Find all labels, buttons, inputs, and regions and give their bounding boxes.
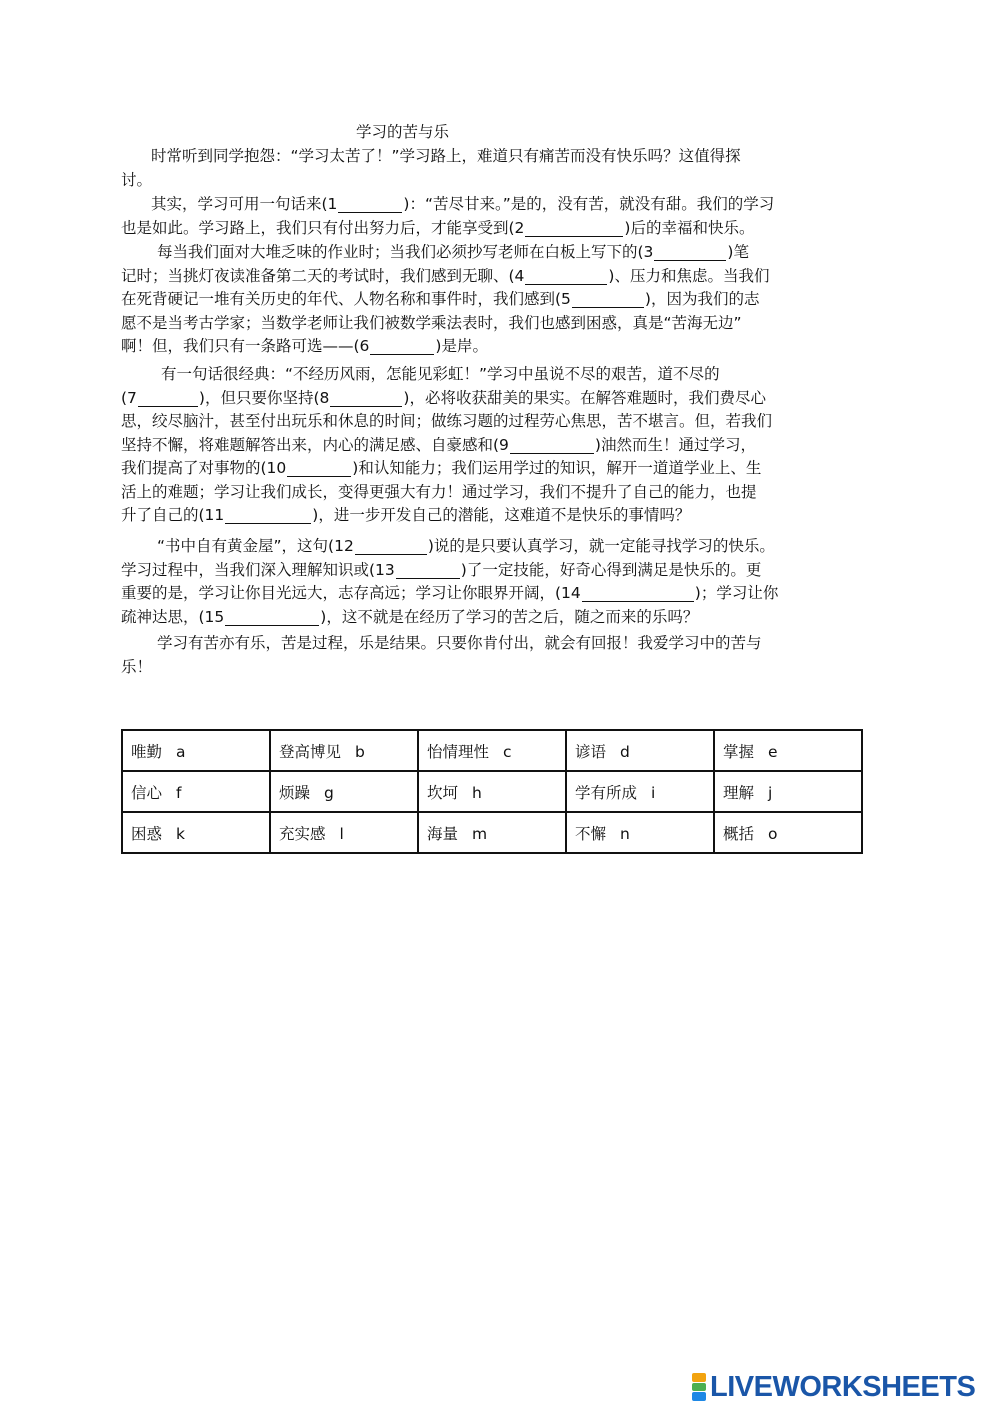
word-option: 信心 bbox=[131, 783, 163, 802]
text-segment: “书中自有黄金屋”，这句(12 bbox=[157, 537, 354, 555]
answer-blank[interactable] bbox=[225, 609, 319, 626]
text-segment: 学习过程中，当我们深入理解知识或(13 bbox=[121, 560, 395, 579]
word-bank-cell bbox=[122, 812, 270, 853]
text-segment: )，这不就是在经历了学习的苦之后，随之而来的乐吗？ bbox=[320, 607, 699, 626]
paragraph-3 bbox=[121, 241, 881, 359]
text-line bbox=[121, 410, 881, 434]
option-letter: o bbox=[768, 824, 778, 843]
word-option: 坎坷 bbox=[427, 783, 459, 802]
answer-blank[interactable] bbox=[330, 390, 402, 407]
answer-blank[interactable] bbox=[510, 437, 594, 454]
word-option: 充实感 bbox=[279, 824, 326, 843]
text-line bbox=[121, 559, 881, 583]
option-letter: i bbox=[651, 783, 656, 802]
answer-blank[interactable] bbox=[525, 220, 623, 237]
text-segment: )了一定技能，好奇心得到满足是快乐的。更 bbox=[460, 560, 762, 579]
word-option: 唯勤 bbox=[131, 742, 163, 761]
answer-blank[interactable] bbox=[572, 291, 644, 308]
text-line bbox=[121, 387, 881, 411]
word-option: 理解 bbox=[723, 783, 755, 802]
paragraph-5 bbox=[121, 535, 881, 629]
logo-text: LIVEWORKSHEETS bbox=[710, 1370, 976, 1403]
text-line bbox=[121, 241, 881, 265]
text-line bbox=[121, 656, 881, 680]
word-option: 困惑 bbox=[131, 824, 163, 843]
text-segment: 升了自己的(11 bbox=[121, 506, 225, 524]
text-line bbox=[121, 457, 881, 481]
text-line bbox=[121, 582, 881, 606]
option-letter: d bbox=[620, 742, 630, 761]
paragraph-6 bbox=[121, 632, 881, 679]
word-bank-row bbox=[122, 812, 862, 853]
text-segment: 思，绞尽脑汁，甚至付出玩乐和休息的时间；做练习题的过程劳心焦思，苦不堪言。但，若我们 bbox=[121, 412, 773, 430]
text-segment: )、压力和焦虑。当我们 bbox=[608, 266, 770, 285]
text-segment: (7 bbox=[121, 388, 137, 407]
text-segment: 也是如此。学习路上，我们只有付出努力后，才能享受到(2 bbox=[121, 218, 525, 237]
text-line bbox=[121, 288, 881, 312]
option-letter: k bbox=[176, 824, 185, 843]
text-segment: 疏神达思，(15 bbox=[121, 607, 225, 626]
text-segment: )是岸。 bbox=[435, 337, 488, 355]
word-bank-table bbox=[121, 729, 863, 854]
word-option: 概括 bbox=[723, 824, 755, 843]
text-line bbox=[121, 481, 881, 505]
text-segment: 在死背硬记一堆有关历史的年代、人物名称和事件时，我们感到(5 bbox=[121, 290, 571, 308]
answer-blank[interactable] bbox=[525, 268, 607, 285]
word-bank-cell bbox=[122, 730, 270, 771]
answer-blank[interactable] bbox=[225, 507, 311, 524]
word-bank-cell bbox=[566, 812, 714, 853]
text-segment: )说的是只要认真学习，就一定能寻找学习的快乐。 bbox=[427, 537, 775, 555]
text-line bbox=[121, 606, 881, 630]
text-line bbox=[121, 145, 881, 169]
option-letter: l bbox=[339, 824, 344, 843]
worksheet-title: 学习的苦与乐 bbox=[356, 123, 450, 141]
word-bank-cell bbox=[566, 771, 714, 812]
answer-blank[interactable] bbox=[355, 538, 427, 555]
text-segment: )，进一步开发自己的潜能，这难道不是快乐的事情吗？ bbox=[312, 506, 691, 524]
option-letter: b bbox=[355, 742, 365, 761]
text-segment: 重要的是，学习让你目光远大，志存高远；学习让你眼界开阔，(14 bbox=[121, 584, 581, 602]
option-letter: c bbox=[503, 742, 512, 761]
text-line bbox=[121, 535, 881, 559]
word-option: 烦躁 bbox=[279, 783, 311, 802]
text-segment: 活上的难题；学习让我们成长，变得更强大有力！通过学习，我们不提升了自己的能力，也提 bbox=[121, 482, 757, 501]
word-bank-row bbox=[122, 730, 862, 771]
answer-blank[interactable] bbox=[654, 244, 726, 261]
text-segment: 愿不是当考古学家；当数学老师让我们被数学乘法表时，我们也感到困惑，真是“苦海无边” bbox=[121, 313, 742, 332]
word-option: 不懈 bbox=[575, 824, 607, 843]
word-bank-cell bbox=[270, 812, 418, 853]
word-option: 学有所成 bbox=[575, 783, 638, 802]
text-segment: 其实，学习可用一句话来(1 bbox=[151, 195, 338, 213]
text-segment: )笔 bbox=[727, 243, 749, 261]
text-segment: )油然而生！通过学习， bbox=[594, 435, 756, 454]
text-segment: 坚持不懈，将难题解答出来，内心的满足感、自豪感和(9 bbox=[121, 435, 509, 454]
text-segment: )后的幸福和快乐。 bbox=[624, 218, 755, 237]
word-bank-cell bbox=[418, 730, 566, 771]
word-bank-cell bbox=[714, 730, 862, 771]
word-bank-cell bbox=[418, 812, 566, 853]
text-segment: 时常听到同学抱怨：“学习太苦了！”学习路上，难道只有痛苦而没有快乐吗？这值得探 bbox=[151, 147, 741, 165]
text-line bbox=[121, 217, 881, 241]
text-segment: )，但只要你坚持(8 bbox=[198, 388, 330, 407]
word-option: 登高博见 bbox=[279, 742, 342, 761]
word-bank-cell bbox=[566, 730, 714, 771]
text-line bbox=[121, 312, 881, 336]
text-segment: 有一句话很经典：“不经历风雨，怎能见彩虹！”学习中虽说不尽的艰苦，道不尽的 bbox=[161, 365, 720, 383]
text-line bbox=[121, 193, 881, 217]
word-option: 掌握 bbox=[723, 742, 755, 761]
answer-blank[interactable] bbox=[396, 562, 460, 579]
text-segment: )，因为我们的志 bbox=[644, 290, 760, 308]
text-segment: )；学习让你 bbox=[694, 584, 779, 602]
text-segment: 记时；当挑灯夜读准备第二天的考试时，我们感到无聊、(4 bbox=[121, 266, 525, 285]
liveworksheets-logo bbox=[692, 1372, 975, 1402]
answer-blank[interactable] bbox=[582, 585, 694, 602]
text-segment: )，必将收获甜美的果实。在解答难题时，我们费尽心 bbox=[403, 388, 766, 407]
option-letter: f bbox=[176, 783, 182, 802]
logo-mark-icon bbox=[692, 1373, 706, 1401]
text-line bbox=[121, 169, 881, 193]
answer-blank[interactable] bbox=[138, 390, 198, 407]
text-segment: 乐！ bbox=[121, 657, 153, 676]
word-bank-cell bbox=[270, 730, 418, 771]
option-letter: h bbox=[472, 783, 482, 802]
option-letter: g bbox=[324, 783, 334, 802]
text-line bbox=[121, 434, 881, 458]
text-line bbox=[121, 363, 881, 387]
text-segment: 学习有苦亦有乐，苦是过程，乐是结果。只要你肯付出，就会有回报！我爱学习中的苦与 bbox=[157, 634, 762, 652]
word-option: 海量 bbox=[427, 824, 459, 843]
text-segment: )：“苦尽甘来。”是的，没有苦，就没有甜。我们的学习 bbox=[403, 195, 775, 213]
paragraph-4 bbox=[121, 363, 881, 528]
word-bank-cell bbox=[714, 812, 862, 853]
option-letter: a bbox=[176, 742, 186, 761]
word-bank-cell bbox=[122, 771, 270, 812]
text-line bbox=[121, 632, 881, 656]
option-letter: j bbox=[768, 783, 773, 802]
word-bank-cell bbox=[714, 771, 862, 812]
option-letter: n bbox=[620, 824, 630, 843]
paragraph-2 bbox=[121, 193, 881, 240]
word-option: 谚语 bbox=[575, 742, 607, 761]
word-option: 怡情理性 bbox=[427, 742, 490, 761]
option-letter: e bbox=[768, 742, 778, 761]
paragraph-1 bbox=[121, 145, 881, 192]
text-segment: 每当我们面对大堆乏味的作业时；当我们必须抄写老师在白板上写下的(3 bbox=[157, 243, 654, 261]
answer-blank[interactable] bbox=[370, 338, 434, 355]
text-segment: )和认知能力；我们运用学过的知识，解开一道道学业上、生 bbox=[352, 459, 762, 477]
word-bank-row bbox=[122, 771, 862, 812]
answer-blank[interactable] bbox=[338, 196, 402, 213]
text-segment: 我们提高了对事物的(10 bbox=[121, 459, 287, 477]
option-letter: m bbox=[472, 824, 488, 843]
text-segment: 讨。 bbox=[121, 170, 153, 189]
text-segment: 啊！但，我们只有一条路可选——(6 bbox=[121, 337, 370, 355]
word-bank-cell bbox=[270, 771, 418, 812]
answer-blank[interactable] bbox=[287, 460, 351, 477]
text-line bbox=[121, 504, 881, 528]
text-line bbox=[121, 265, 881, 289]
text-line bbox=[121, 335, 881, 359]
word-bank-cell bbox=[418, 771, 566, 812]
